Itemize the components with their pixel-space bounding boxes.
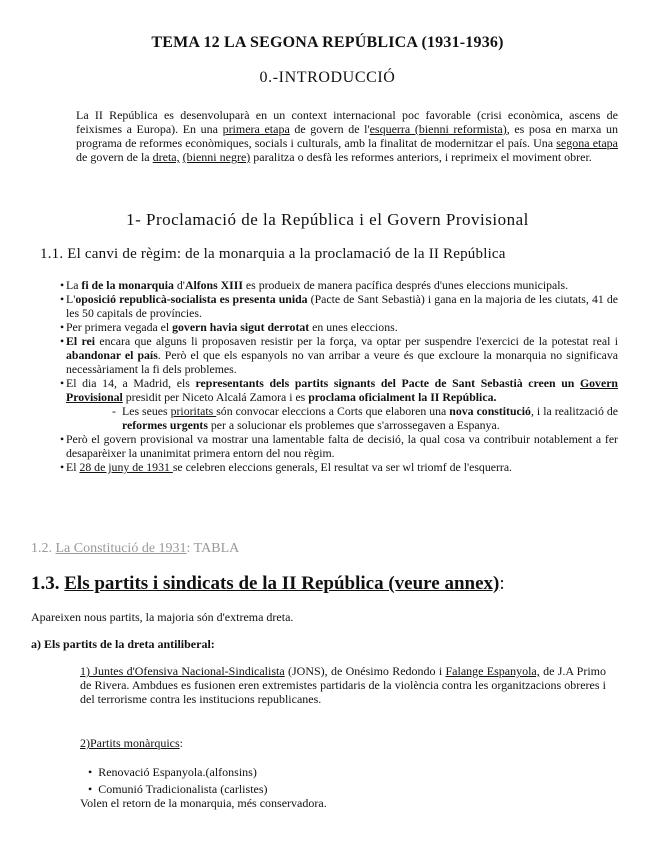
link-28-juny[interactable]: 28 de juny de 1931 — [79, 460, 173, 474]
list-item: • El 28 de juny de 1931 se celebren eleccions generals, El resultat va ser wl triomf de l'esquerra. — [60, 460, 618, 474]
intro-paragraph: La II República es desenvoluparà en un context internacional poc favorable (crisi econòmica, ascens de feixismes a Europa). En una primera etapa de govern de l'esquerra (bienni reformista), es posa en marxa un programa de reformes econòmiques, socials i culturals, amb la finalitat de modernitzar el país. Una segona etapa de govern de la dreta, (bienni negre) paralitza o desfà les reformes anteriors, i reprimeix el moviment obrer. — [76, 108, 619, 164]
section-1-1-bullets — [60, 278, 618, 474]
monarchist-parties-heading: 2)Partits monàrquics: — [80, 736, 183, 750]
list-item: • El dia 14, a Madrid, els representants dels partits signants del Pacte de Sant Sebastià creen un Govern Provisional presidit per Niceto Alcalá Zamora i es proclama oficialment la II República. - Les seues prioritats són convocar eleccions a Corts que elaboren una nova constitució, i la realització de reformes urgents per a solucionar els problemes que s'arrossegaven a Espanya. — [60, 376, 618, 432]
link-bienni-negre[interactable]: (bienni negre) — [182, 150, 251, 164]
link-esquerra[interactable]: esquerra (bienni reformista) — [369, 122, 507, 136]
link-segona-etapa[interactable]: segona etapa — [556, 136, 619, 150]
intro-heading: 0.-INTRODUCCIÓ — [259, 69, 396, 86]
list-item: • Per primera vegada el govern havia sigut derrotat en unes eleccions. — [60, 320, 618, 334]
section-1-heading: 1- Proclamació de la República i el Govern Provisional — [126, 210, 529, 229]
list-item: • Comunió Tradicionalista (carlistes) — [88, 781, 268, 798]
section-1-1-heading: 1.1. El canvi de règim: de la monarquia a la proclamació de la II República — [40, 246, 506, 262]
link-partits-monarquics[interactable]: 2)Partits monàrquics — [80, 736, 180, 750]
section-1-2-heading: 1.2. La Constitució de 1931: TABLA — [31, 541, 240, 556]
monarchist-goal: Volen el retorn de la monarquia, més conservadora. — [80, 796, 327, 810]
list-item: • L'oposició republicà-socialista es presenta unida (Pacte de Sant Sebastià) i gana en la majoria de les ciutats, 41 de les 50 capitals de províncies. — [60, 292, 618, 320]
party-jons-paragraph: 1) Juntes d'Ofensiva Nacional-Sindicalista (JONS), de Onésimo Redondo i Falange Espanyola, de J.A Primo de Rivera. Ambdues es fusionen eren extremistes partidaris de la violència contra les organitzacions obreres i del terrorisme contra les institucions republicanes. — [80, 664, 607, 706]
link-dreta[interactable]: dreta, — [152, 150, 180, 164]
list-item: • El rei encara que alguns li proposaven resistir per la força, va optar per suspendre l'exercici de la potestat real i abandonar el país. Però el que els espanyols no van arribar a veure és que excloure la monarquia no significava necessàriament la fi dels problemes. — [60, 334, 618, 376]
link-jons[interactable]: 1) Juntes d'Ofensiva Nacional-Sindicalista — [80, 664, 285, 678]
list-item: • Renovació Espanyola.(alfonsins) — [88, 764, 268, 781]
section-1-3-intro: Apareixen nous partits, la majoria són d'extrema dreta. — [31, 610, 294, 624]
link-prioritats[interactable]: prioritats — [170, 404, 217, 418]
subsection-a-heading: a) Els partits de la dreta antiliberal: — [31, 637, 215, 651]
document-title: TEMA 12 LA SEGONA REPÚBLICA (1931-1936) — [151, 34, 504, 51]
monarchist-parties-list — [88, 764, 268, 798]
list-item: • La fi de la monarquia d'Alfons XIII es produeix de manera pacífica després d'unes eleccions municipals. — [60, 278, 618, 292]
link-primera-etapa[interactable]: primera etapa — [222, 122, 290, 136]
section-1-3-heading: 1.3. Els partits i sindicats de la II República (veure annex): — [31, 573, 505, 594]
link-falange[interactable]: Falange Espanyola, — [445, 664, 540, 678]
list-item: • Però el govern provisional va mostrar una lamentable falta de decisió, la qual cosa va contribuir notablement a fer desaparèixer la unanimitat primera entorn del nou règim. — [60, 432, 618, 460]
sub-item-prioritats: - Les seues prioritats són convocar eleccions a Corts que elaboren una nova constitució, i la realització de reformes urgents per a solucionar els problemes que s'arrossegaven a Espanya. — [112, 404, 618, 432]
link-constitucio-1931[interactable]: La Constitució de 1931 — [55, 541, 187, 556]
